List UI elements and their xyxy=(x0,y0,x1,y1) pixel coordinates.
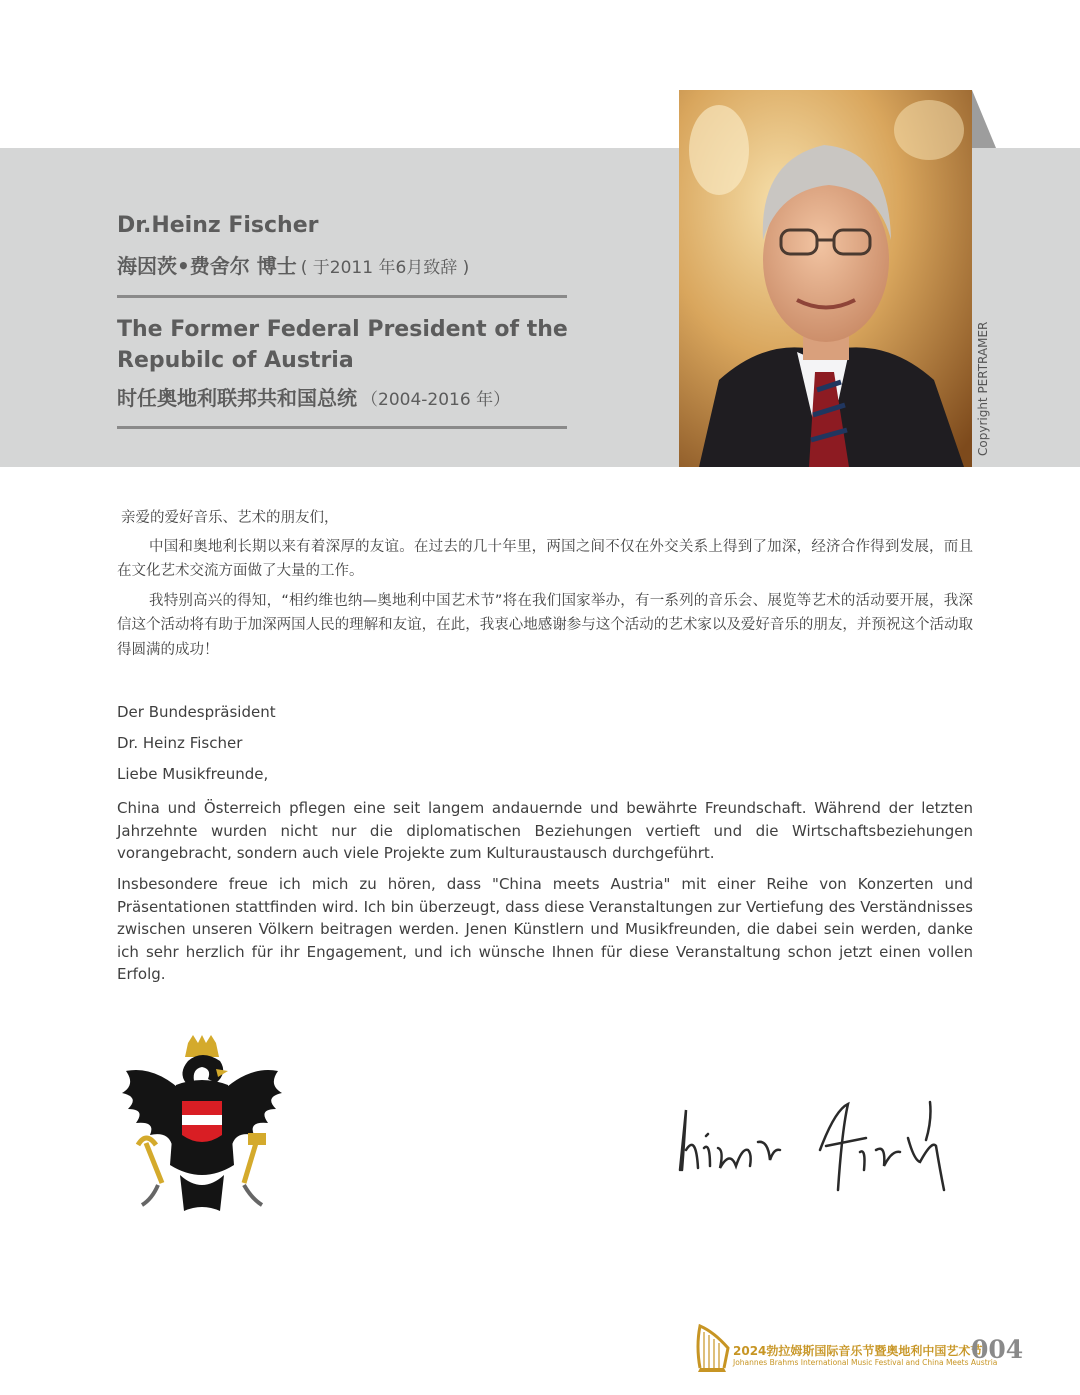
letter-cn-paragraph-1: 中国和奥地利长期以来有着深厚的友谊。在过去的几十年里，两国之间不仅在外交关系上得到了加深，经济合作得到发展，而且在文化艺术交流方面做了大量的工作。 xyxy=(117,538,973,579)
page-corner-fold xyxy=(972,90,996,148)
letter-de-paragraph-1: China und Österreich pflegen eine seit langem andauernde und bewährte Freundschaft. Während der letzten Jahrzehnte wurden nicht nur die diplomatischen Beziehungen vertieft und die Wirtschaftsbeziehungen vorangebracht, sondern auch viele Projekte zum Kulturaustausch durchgeführt. xyxy=(117,799,973,862)
title-chinese xyxy=(117,382,510,411)
title-note: （2004-2016 年） xyxy=(361,390,511,410)
austria-eagle-icon xyxy=(116,1035,288,1220)
portrait-photo xyxy=(679,90,972,467)
festival-name-english: Johannes Brahms International Music Festival and China Meets Austria xyxy=(733,1358,998,1367)
title-english xyxy=(117,314,587,376)
letter-cn-paragraph-2: 我特别高兴的得知，“相约维也纳—奥地利中国艺术节”将在我们国家举办，有一系列的音乐会、展览等艺术的活动要开展，我深信这个活动将有助于加深两国人民的理解和友谊，在此，我衷心地感谢参与这个活动的艺术家以及爱好音乐的朋友，并预祝这个活动取得圆满的成功！ xyxy=(117,592,973,658)
divider-top xyxy=(117,295,567,298)
letter-de-paragraph-2: Insbesondere freue ich mich zu hören, dass "China meets Austria" mit einer Reihe von Konzerten und Präsentationen stattfinden wird. Ich bin überzeugt, dass diese Veranstaltungen zur Vertiefung des Verständnisses zwischen unseren Völkern beitragen werden. Jenen Künstlern und Musikfreunden, die dabei sein werden, danke ich sehr herzlich für ihr Engagement, und ich wünsche Ihnen für diese Veranstaltung schon jetzt einen vollen Erfolg. xyxy=(117,875,973,983)
letter-chinese xyxy=(117,506,973,662)
title-english-line2: Repubilc of Austria xyxy=(117,348,354,373)
title-chinese-text: 时任奥地利联邦共和国总统 xyxy=(117,386,357,410)
letter-de-sender-name: Dr. Heinz Fischer xyxy=(117,734,243,752)
name-chinese-text: 海因茨•费舍尔 博士 xyxy=(117,254,297,278)
letter-cn-greeting: 亲爱的爱好音乐、艺术的朋友们， xyxy=(121,510,339,526)
name-chinese xyxy=(117,250,469,279)
harp-icon xyxy=(694,1322,730,1374)
title-english-line1: The Former Federal President of the xyxy=(117,317,568,342)
photo-credit: Copyright PERTRAMER xyxy=(976,321,990,456)
festival-name-chinese: 2024勃拉姆斯国际音乐节暨奥地利中国艺术节 xyxy=(733,1344,983,1358)
name-english: Dr.Heinz Fischer xyxy=(117,213,319,238)
letter-de-greeting: Liebe Musikfreunde, xyxy=(117,765,269,783)
page-number: 004 xyxy=(971,1335,1024,1364)
signature-icon xyxy=(670,1090,955,1200)
divider-bottom xyxy=(117,426,567,429)
name-note: ( 于2011 年6月致辞 ) xyxy=(300,258,470,278)
letter-de-sender-title: Der Bundespräsident xyxy=(117,703,276,721)
